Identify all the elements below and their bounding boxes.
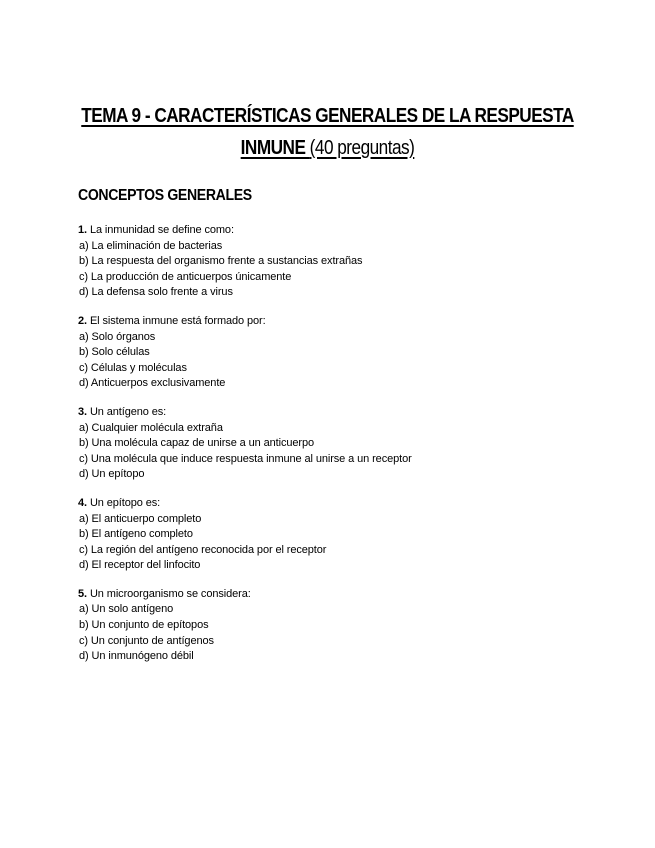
answer-option-b: b) La respuesta del organismo frente a sustancias extrañas — [79, 255, 363, 268]
title-line-1: TEMA 9 - CARACTERÍSTICAS GENERALES DE LA RESPUESTA — [81, 105, 574, 127]
answer-option-a: a) La eliminación de bacterias — [79, 239, 223, 252]
question-text: Un antígeno es: — [86, 405, 167, 418]
question-list — [78, 223, 618, 678]
question-text: Un microorganismo se considera: — [86, 587, 251, 600]
document-title — [80, 100, 575, 164]
answer-option-c: c) Células y moléculas — [79, 361, 187, 374]
question-text: El sistema inmune está formado por: — [86, 314, 266, 327]
answer-option-d: d) El receptor del linfocito — [79, 559, 201, 572]
answer-option-c: c) Un conjunto de antígenos — [79, 634, 214, 647]
question-number: 5. — [78, 587, 87, 600]
answer-option-d: d) Un inmunógeno débil — [79, 650, 194, 663]
answer-option-b: b) El antígeno completo — [79, 528, 193, 541]
question-stem — [78, 405, 618, 421]
question-stem — [78, 223, 618, 239]
answer-option-d: d) La defensa solo frente a virus — [79, 286, 233, 299]
question-3 — [78, 405, 618, 483]
question-2 — [78, 314, 618, 392]
question-number: 4. — [78, 496, 87, 509]
answer-option-d: d) Un epítopo — [79, 468, 145, 481]
title-line-2-bold: INMUNE — [240, 137, 310, 159]
answer-option-a: a) Un solo antígeno — [79, 603, 174, 616]
answer-option-d: d) Anticuerpos exclusivamente — [79, 377, 226, 390]
title-line-2-count: (40 preguntas) — [309, 137, 415, 159]
question-4 — [78, 496, 618, 574]
answer-option-b: b) Una molécula capaz de unirse a un anticuerpo — [79, 437, 315, 450]
question-1 — [78, 223, 618, 301]
question-stem — [78, 496, 618, 512]
answer-option-c: c) La región del antígeno reconocida por el receptor — [79, 543, 327, 556]
question-stem — [78, 314, 618, 330]
question-text: La inmunidad se define como: — [86, 224, 234, 236]
question-text: Un epítopo es: — [86, 496, 161, 509]
answer-option-b: b) Solo células — [79, 346, 150, 359]
answer-option-c: c) La producción de anticuerpos únicamente — [79, 270, 292, 283]
question-number: 2. — [78, 314, 87, 327]
answer-option-a: a) Solo órganos — [79, 330, 156, 343]
question-stem — [78, 587, 618, 603]
answer-option-c: c) Una molécula que induce respuesta inmune al unirse a un receptor — [79, 452, 412, 465]
answer-option-b: b) Un conjunto de epítopos — [79, 619, 209, 632]
question-number: 3. — [78, 405, 87, 418]
section-heading: CONCEPTOS GENERALES — [78, 187, 252, 204]
question-number: 1. — [78, 224, 87, 236]
answer-option-a: a) Cualquier molécula extraña — [79, 421, 223, 434]
answer-option-a: a) El anticuerpo completo — [79, 512, 202, 525]
question-5 — [78, 587, 618, 665]
